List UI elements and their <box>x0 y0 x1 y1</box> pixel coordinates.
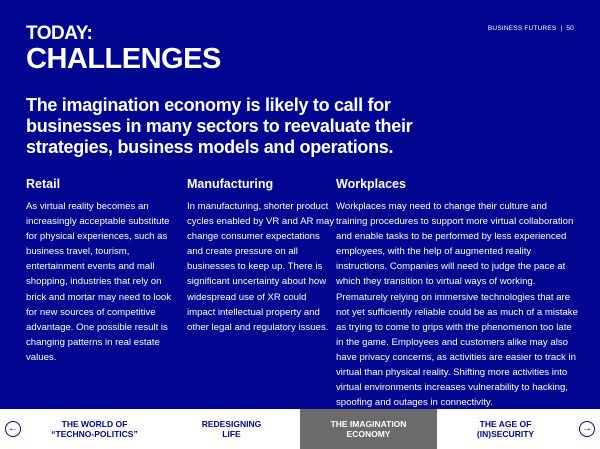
arrow-right-icon: → <box>579 421 595 437</box>
nav-tab-line: THE IMAGINATION <box>330 419 407 429</box>
column-workplaces <box>336 177 581 410</box>
column-body: Workplaces may need to change their culture and training procedures to support more virtual collaboration and enable tasks to be performed by less experienced employees, with the help of augmented reality instructions. Companies will need to judge the pace at which they transition to virtual ways of working. Prematurely relying on immersive technologies that are not yet sufficiently reliable could be as much of a mistake as trying to come to grips with the phenomenon too late in the game. Employees and customers alike may also have privacy concerns, as activities are easier to track in virtual than physical reality. Shifting more activities into virtual environments increases vulnerability to hacking, spoofing and outages in connectivity. <box>336 201 578 409</box>
nav-tab-line: ECONOMY <box>346 429 391 439</box>
column-heading: Workplaces <box>336 177 406 191</box>
column-heading: Manufacturing <box>187 177 274 191</box>
nav-tab-line: REDESIGNING <box>201 419 262 429</box>
nav-tab-insecurity[interactable] <box>437 409 574 449</box>
nav-tab-line: (IN)SECURITY <box>476 429 535 439</box>
column-retail <box>26 177 176 365</box>
nav-tab-techno-politics[interactable] <box>26 409 163 449</box>
nav-tab-line: THE WORLD OF <box>61 419 128 429</box>
nav-tab-line: LIFE <box>222 429 241 439</box>
header-separator: | <box>560 25 563 32</box>
nav-tab-line: THE AGE OF <box>479 419 532 429</box>
prev-button[interactable] <box>0 409 26 449</box>
running-header <box>488 25 574 32</box>
section-name: BUSINESS FUTURES <box>487 25 557 32</box>
nav-tab-redesigning-life[interactable] <box>163 409 300 449</box>
nav-tab-imagination-economy[interactable] <box>300 409 437 449</box>
arrow-left-icon: ← <box>5 421 21 437</box>
headline: The imagination economy is likely to call for businesses in many sectors to reevaluate their strategies, business models and operations. <box>26 95 413 157</box>
page-title-line-1: TODAY: <box>26 23 93 44</box>
column-body: In manufacturing, shorter product cycles enabled by VR and AR may change consumer expectations and create pressure on all businesses to keep up. There is significant uncertainty about how widespread use of XR could impact intellectual property and other legal and regulatory issues. <box>187 201 335 333</box>
column-body: As virtual reality becomes an increasingly acceptable substitute for physical experiences, such as business travel, tourism, entertainment events and mall shopping, industries that rely on brick and mortar may need to look for new sources of competitive advantage. One possible result is changing patterns in real estate values. <box>26 201 172 363</box>
chapter-nav <box>0 409 600 449</box>
nav-tab-line: “TECHNO-POLITICS” <box>51 429 138 439</box>
page-number: 50 <box>566 25 574 32</box>
column-manufacturing <box>187 177 337 335</box>
next-button[interactable] <box>574 409 600 449</box>
page-title <box>26 24 221 74</box>
page-title-line-2: CHALLENGES <box>26 43 221 75</box>
column-heading: Retail <box>26 177 61 191</box>
